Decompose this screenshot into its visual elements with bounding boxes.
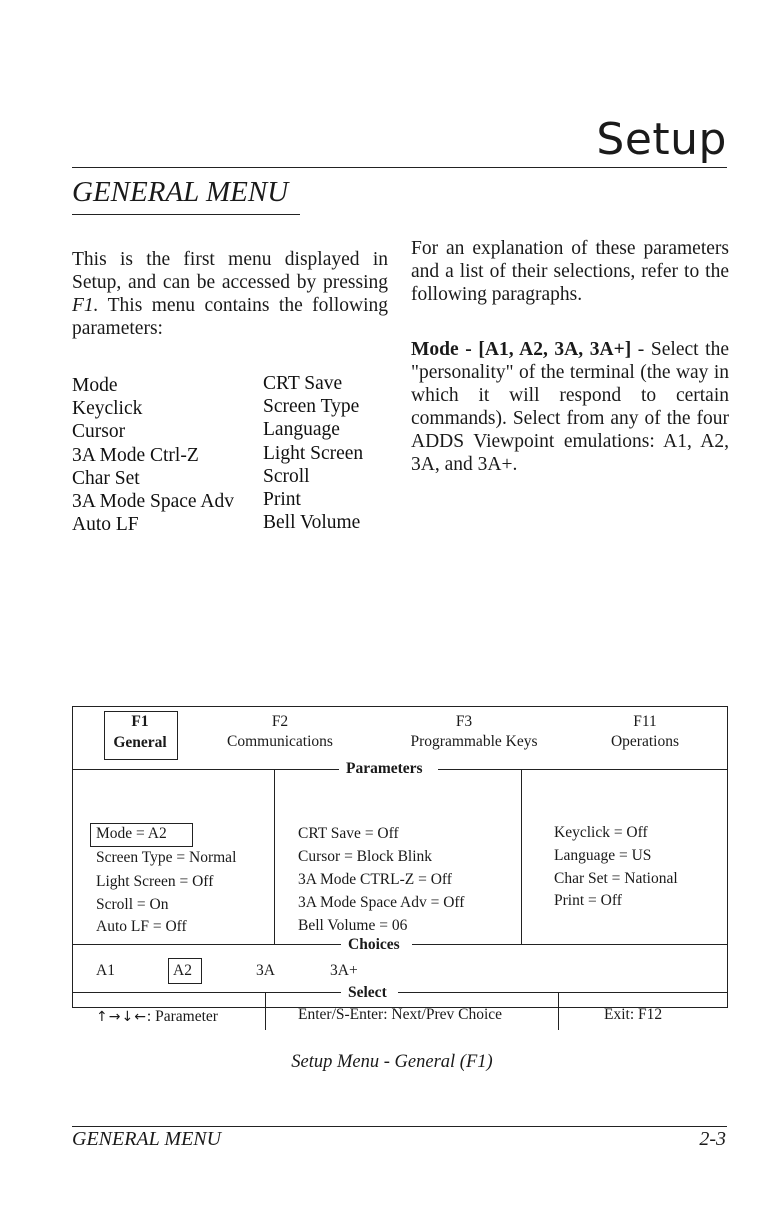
- param-auto-lf[interactable]: Auto LF = Off: [96, 918, 187, 935]
- figure-caption: Setup Menu - General (F1): [291, 1052, 493, 1072]
- section-title-underline: [72, 214, 300, 215]
- list-item: Bell Volume: [263, 512, 361, 534]
- select-heading: Select: [348, 984, 387, 1001]
- nav-hint-text: : Parameter: [146, 1008, 218, 1025]
- param-mode: Mode = A2: [96, 825, 167, 842]
- section-title: GENERAL MENU: [72, 176, 289, 208]
- tab-f3-key: F3: [455, 713, 473, 730]
- param-divider-1: [274, 769, 275, 944]
- list-item: 3A Mode Ctrl-Z: [72, 444, 199, 466]
- choice-3a[interactable]: 3A: [256, 962, 275, 979]
- chapter-title: Setup: [596, 114, 727, 165]
- param-light-screen[interactable]: Light Screen = Off: [96, 873, 214, 890]
- parameters-heading: Parameters: [346, 760, 423, 777]
- param-cursor[interactable]: Cursor = Block Blink: [298, 848, 433, 865]
- list-item: CRT Save: [263, 373, 343, 394]
- param-scroll[interactable]: Scroll = On: [96, 896, 169, 913]
- arrow-keys-icon: ↑→↓←: [96, 1009, 147, 1025]
- list-item: Print: [263, 489, 301, 511]
- choice-3a-plus[interactable]: 3A+: [330, 962, 358, 979]
- nav-hint: [96, 1008, 218, 1026]
- select-divider-2: [558, 992, 559, 1030]
- list-item: Char Set: [72, 467, 140, 489]
- tab-f1-label: General: [113, 734, 167, 751]
- intro-paragraph: [72, 248, 388, 340]
- param-divider-2: [521, 769, 522, 944]
- tab-f2-label[interactable]: Communications: [227, 733, 333, 750]
- mode-paragraph: [411, 338, 729, 476]
- list-item: Light Screen: [263, 442, 364, 464]
- list-item: Screen Type: [263, 396, 360, 418]
- enter-hint: Enter/S-Enter: Next/Prev Choice: [298, 1006, 503, 1023]
- exit-hint: Exit: F12: [604, 1006, 663, 1023]
- parameter-list-col1: [72, 374, 234, 536]
- choice-a2: A2: [173, 962, 192, 979]
- list-item: Language: [263, 419, 340, 441]
- tab-f11-key: F11: [633, 713, 657, 730]
- intro-text-2: This menu contains the following parameters:: [72, 295, 388, 339]
- tab-f1-key: F1: [131, 713, 149, 730]
- select-rule-left: [73, 992, 341, 993]
- list-item: Keyclick: [72, 398, 143, 420]
- param-crt-save[interactable]: CRT Save = Off: [298, 825, 399, 842]
- tab-f3-label[interactable]: Programmable Keys: [410, 733, 538, 750]
- mode-label: Mode - [A1, A2, 3A, 3A+]: [411, 339, 632, 360]
- param-3a-space-adv[interactable]: 3A Mode Space Adv = Off: [298, 894, 465, 911]
- tab-f2-key: F2: [271, 713, 289, 730]
- intro-text-1: This is the first menu displayed in Setup, and can be accessed by pressing: [72, 249, 388, 293]
- list-item: Scroll: [263, 465, 310, 487]
- list-item: Cursor: [72, 421, 126, 443]
- param-bell-volume[interactable]: Bell Volume = 06: [298, 917, 408, 934]
- choices-heading: Choices: [348, 936, 400, 953]
- tab-f11-label[interactable]: Operations: [610, 733, 679, 750]
- parameters-rule-right: [438, 769, 727, 770]
- param-print[interactable]: Print = Off: [554, 892, 622, 909]
- mode-description: - Select the "personality" of the terminal (the way in which it will respond to certain commands). Select from any of the four ADDS Viewpoint emulations: A1, A2, 3A, and 3A+.: [411, 339, 729, 475]
- footer-rule: [72, 1126, 727, 1127]
- list-item: 3A Mode Space Adv: [72, 491, 234, 513]
- choice-a1[interactable]: A1: [96, 962, 115, 979]
- header-rule: [72, 167, 727, 168]
- param-language[interactable]: Language = US: [554, 847, 652, 864]
- parameter-list-col2: [263, 372, 363, 534]
- choices-rule-left: [73, 944, 341, 945]
- intro-key-f1: F1.: [72, 295, 99, 316]
- page-number: 2-3: [699, 1128, 726, 1150]
- select-divider-1: [265, 992, 266, 1030]
- parameters-rule-left: [73, 769, 339, 770]
- explanation-paragraph: For an explanation of these parameters and a list of their selections, refer to the following paragraphs.: [411, 238, 729, 305]
- select-rule-right: [398, 992, 727, 993]
- list-item: Auto LF: [72, 514, 139, 536]
- list-item: Mode: [72, 375, 118, 396]
- param-char-set[interactable]: Char Set = National: [554, 870, 678, 887]
- choices-rule-right: [412, 944, 727, 945]
- param-keyclick[interactable]: Keyclick = Off: [554, 824, 648, 841]
- param-screen-type[interactable]: Screen Type = Normal: [96, 849, 237, 866]
- footer-section: GENERAL MENU: [72, 1128, 222, 1150]
- param-3a-ctrl-z[interactable]: 3A Mode CTRL-Z = Off: [298, 871, 452, 888]
